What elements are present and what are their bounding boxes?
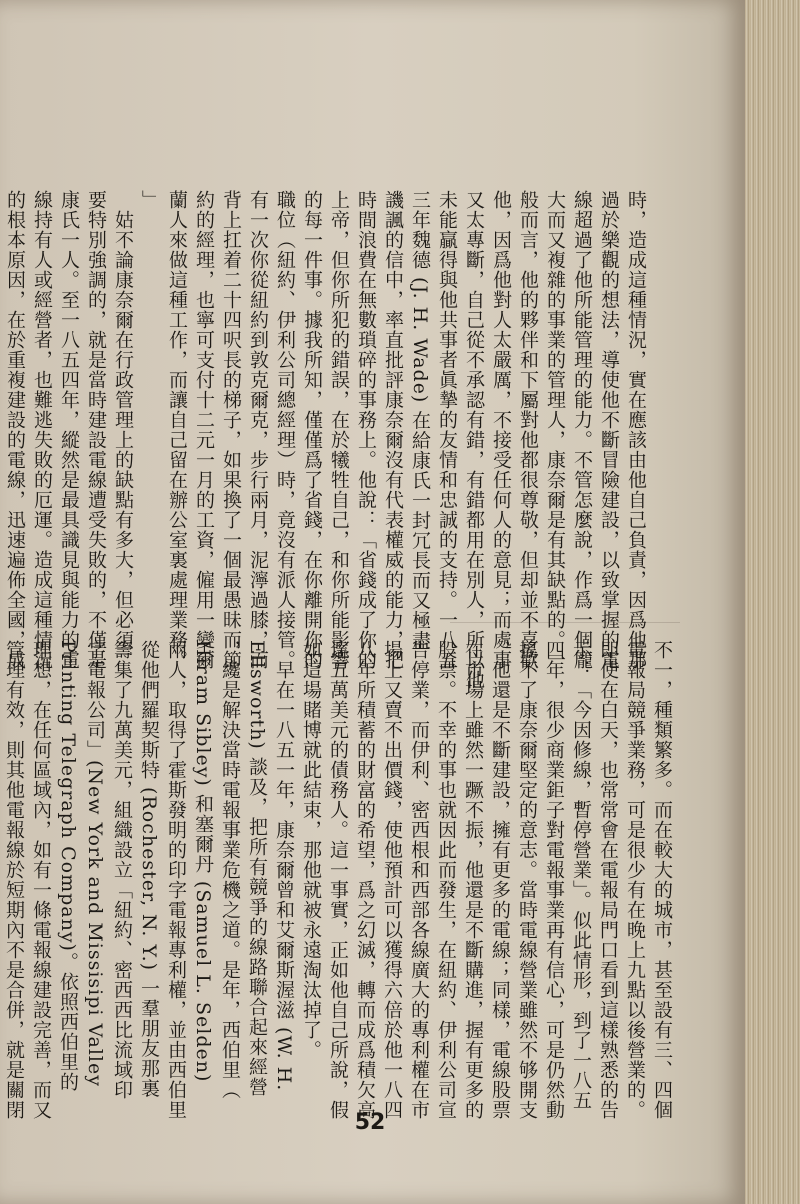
text-column: 四年，很少商業鉅子對電報事業再有信心，可是仍然動: [543, 640, 565, 1120]
text-column: Ellsworth) 談及，把所有競爭的線路聯合起來經營: [246, 640, 268, 1097]
page-edges: [745, 0, 800, 1204]
text-column: ，纔是解決當時電報事業危機之道。是年，西伯里（: [219, 640, 241, 1100]
text-column: 的每一件事。據我所知，僅僅爲了省錢，在你離開你的: [301, 190, 323, 670]
text-column: 時間浪費在無數瑣碎的事務上。他說：「省錢成了你的: [355, 190, 377, 670]
text-column: 譏諷的信中，率直批評康奈爾沒有代表權威的能力，把: [382, 190, 404, 670]
text-column: Printing Telegraph Company)。依照西伯里的: [57, 640, 79, 1092]
text-column: 有一次你從紐約到敦克爾克，步行兩月，泥濘過膝，而: [247, 190, 269, 670]
text-column: 兩人，取得了霍斯發明的印字電報專利權，並由西伯里: [165, 640, 187, 1120]
text-column: 電報局競爭業務，可是很少有在晚上九點以後營業的。: [624, 640, 646, 1120]
page-number: 52: [354, 1110, 386, 1135]
text-column: 理想，在任何區域內，如有一條電報線建設完善，而又: [30, 640, 52, 1120]
text-column: 姑不論康奈爾在行政管理上的缺點有多大，但必須: [112, 190, 134, 650]
text-column: Hiram Sibley) 和塞爾丹 (Samuel L. Selden): [192, 640, 214, 1083]
text-column: 職位（紐約、伊利公司總經理）時，竟沒有派人接管。: [274, 190, 296, 670]
text-column: ，他還是不斷建設，擁有更多的電線；同樣，電線股票: [489, 640, 511, 1120]
text-column: 線超過了他所能管理的能力。不管怎麼說，作爲一個龐: [571, 190, 593, 670]
text-column: 股票。不幸的事也就因此而發生，在紐約、伊利公司宣: [435, 640, 457, 1120]
text-column: 蘭人來做這種工作，而讓自己留在辦公室裏處理業務。: [166, 190, 188, 670]
text-column: 字電報公司」(New York and Missisipi Valley: [84, 640, 106, 1087]
text-column: [0, 190, 1, 610]
text-column: 約的經理，也寧可支付十二元一月的工資，僱用一變爾: [193, 190, 215, 670]
text-column: 從他們羅契斯特 (Rochester, N. Y.) 一羣朋友那裏: [138, 640, 160, 1099]
text-column: 場上又賣不出價錢，使他預計可以獲得六倍於他一八四: [381, 640, 403, 1120]
text-column: 達五萬美元的債務人。這一事實，正如他自己所說，假: [327, 640, 349, 1120]
text-column: 告停業，而伊利、密西根和西部各線廣大的專利權在市: [408, 640, 430, 1120]
text-column: 管理有效，則其他電報線於短期內不是合併，就是關閉: [3, 640, 25, 1120]
text-column: 在市場上雖然一蹶不振，他還是不斷購進，握有更多的: [462, 640, 484, 1120]
text-column: 背上扛着二十四呎長的梯子，如果換了一個最愚昧而節: [220, 190, 242, 670]
text-column: 籌集了九萬美元，組織設立「紐約、密西西比流域印: [111, 640, 133, 1100]
text-column: 大而又複雜的事業的管理人，康奈爾是有其缺點的。一: [544, 190, 566, 670]
text-column: 他，因爲他對人太嚴厲，不接受任何人的意見；而處事: [490, 190, 512, 670]
text-column: 未能贏得與他共事者眞摯的友情和忠誠的支持。一八五: [436, 190, 458, 670]
text-column: 早在一八五一年，康奈爾曾和艾爾斯渥滋 (W. H.: [273, 640, 295, 1092]
text-column: 線持有人或經營者，也難逃失敗的厄運。造成這種情況: [31, 190, 53, 670]
text-column: 如這場賭博就此結束，那他就被永遠淘汰掉了。: [300, 640, 322, 1060]
text-column: 又太專斷，自己從不承認有錯，有錯都用在別人，所以他: [463, 190, 485, 690]
text-column: 康氏一人。至一八五四年，縱然是最具識見與能力的電: [58, 190, 80, 670]
text-column: 不一，種類繁多。而在較大的城市，甚至設有三、四個: [651, 640, 673, 1120]
text-column: 時，造成這種情況，實在應該由他自己負責，因爲他那: [625, 190, 647, 670]
text-column: 三年魏德 (J. H. Wade) 在給康氏一封冗長而又極盡: [409, 190, 431, 651]
text-column: 搖不了康奈爾堅定的意志。當時電線營業雖然不够開支: [516, 640, 538, 1120]
text-column: 要特別強調的，就是當時建設電線遭受失敗的，不僅是: [85, 190, 107, 670]
text-column: 」: [139, 190, 161, 210]
text-block-top: [0, 190, 649, 690]
text-column: 的根本原因，在於重複建設的電線，迅速遍佈全國，成: [4, 190, 26, 670]
text-column: 示：「今因修線，暫停營業」。似此情形，到了一八五: [570, 640, 592, 1111]
text-column: 過於樂觀的想法，導使他不斷冒險建設，以致掌握的電: [598, 190, 620, 670]
text-column: 般而言，他的夥伴和下屬對他都很尊敬，但却並不喜歡: [517, 190, 539, 670]
section-divider: [450, 622, 680, 623]
text-column: 上帝，但你所犯的錯誤，在於犧牲自己，和你所能影響: [328, 190, 350, 670]
text-block-bottom: [0, 640, 675, 1120]
text-column: 八年所積蓄的財富的希望，爲之幻滅，轉而成爲積欠高: [354, 640, 376, 1120]
text-column: 即使在白天，也常常會在電報局門口看到這樣熟悉的告: [597, 640, 619, 1120]
